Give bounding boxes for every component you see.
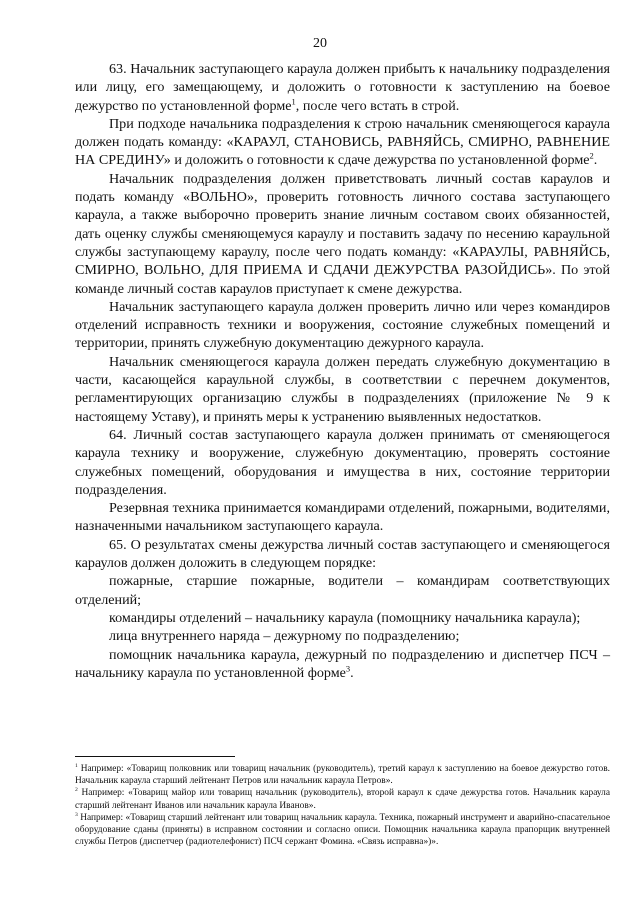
paragraph-incoming-check: Начальник заступающего караула должен проверить лично или через командиров отделений исправность техники и вооружения, состояние служебных помещений и территории, принять служебную документацию дежурного караула. xyxy=(75,298,610,352)
paragraph-report-assistant: помощник начальника караула, дежурный по подразделению и диспетчер ПСЧ – начальнику караула по установленной форме$^3$. xyxy=(75,646,610,681)
paragraph-65: 65. О результатах смены дежурства личный состав заступающего и сменяющегося караулов должен доложить в следующем порядке: xyxy=(75,536,610,572)
page-number: 20 xyxy=(313,36,327,51)
paragraph-report-firefighters: пожарные, старшие пожарные, водители – командирам соответствующих отделений; xyxy=(75,573,610,608)
footnote-2: $^2$ Например: «Товарищ майор или товарищ начальник (руководитель), второй караул к сдаче дежурства готов. Начальник караула старший лейтенант Иванов или начальник караула Иванов». xyxy=(75,787,610,811)
footnote-ref-3[interactable]: 3 xyxy=(345,663,351,674)
paragraph-report-commanders: командиры отделений – начальнику караула (помощнику начальника караула); xyxy=(109,609,581,626)
paragraph-greeting-inspection: Начальник подразделения должен приветствовать личный состав караулов и подать команду «ВОЛЬНО», проверить готовность личного состава заступающего караула, а также выборочно проверить знание личным составом своих обязанностей, дать оценку службы сменяющемуся караулу и поставить задачу по несению караульной службы заступающему караулу, после чего подать команду: «КАРАУЛЫ, РАВНЯЙСЬ, СМИРНО, ВОЛЬНО, ДЛЯ ПРИЕМА И СДАЧИ ДЕЖУРСТВА РАЗОЙДИСЬ». По этой команде личный состав караулов приступает к смене дежурства. xyxy=(75,170,610,297)
paragraph-outgoing-docs: Начальник сменяющегося караула должен передать служебную документацию в части, касающейся караульной службы, в соответствии с перечнем документов, регламентирующих организацию службы в подразделениях (приложение № 9 к настоящему Уставу), и принять меры к устранению выявленных недостатков. xyxy=(75,353,610,425)
paragraph-63: 63. Начальник заступающего караула должен прибыть к начальнику подразделения или лицу, его замещающему, и доложить о готовности к заступлению на боевое дежурство по установленной форме$^1$, после чего встать в строй. xyxy=(75,61,610,114)
paragraph-command-report: При подходе начальника подразделения к строю начальник сменяющегося караула должен подать команду: «КАРАУЛ, СТАНОВИСЬ, РАВНЯЙСЬ, СМИРНО, РАВНЕНИЕ НА СРЕДИНУ» и доложить о готовности к сдаче дежурства по установленной форме$^2$. xyxy=(75,115,610,169)
body-text xyxy=(75,60,610,682)
footnote-ref-2[interactable]: 2 xyxy=(589,150,594,161)
footnotes xyxy=(75,763,610,848)
paragraph-report-internal-duty: лица внутреннего наряда – дежурному по подразделению; xyxy=(109,628,460,645)
footnote-ref-1[interactable]: 1 xyxy=(291,95,296,106)
footnote-divider xyxy=(75,756,235,757)
footnote-1: $^1$ Например: «Товарищ полковник или товарищ начальник (руководитель), третий караул к заступлению на боевое дежурство готов. Начальник караула старший лейтенант Петров или начальник караула Петров». xyxy=(75,762,610,787)
paragraph-reserve-equipment: Резервная техника принимается командирами отделений, пожарными, водителями, назначенными начальником заступающего караула. xyxy=(75,500,610,535)
paragraph-64: 64. Личный состав заступающего караула должен принимать от сменяющегося караула технику и вооружение, служебную документацию, проверять состояние служебных помещений, оборудования и имущества в них, состояние территории подразделения. xyxy=(75,426,610,498)
footnote-3: $^3$ Например: «Товарищ старший лейтенант или товарищ начальник караула. Техника, пожарный инструмент и аварийно-спасательное оборудование сданы (приняты) в исправном состоянии и согласно описи. Помощник начальника караула прапорщик внутренней службы Петров (диспетчер (радиотелефонист) ПСЧ сержант Фомина. «Связь исправна»)». xyxy=(75,811,610,848)
